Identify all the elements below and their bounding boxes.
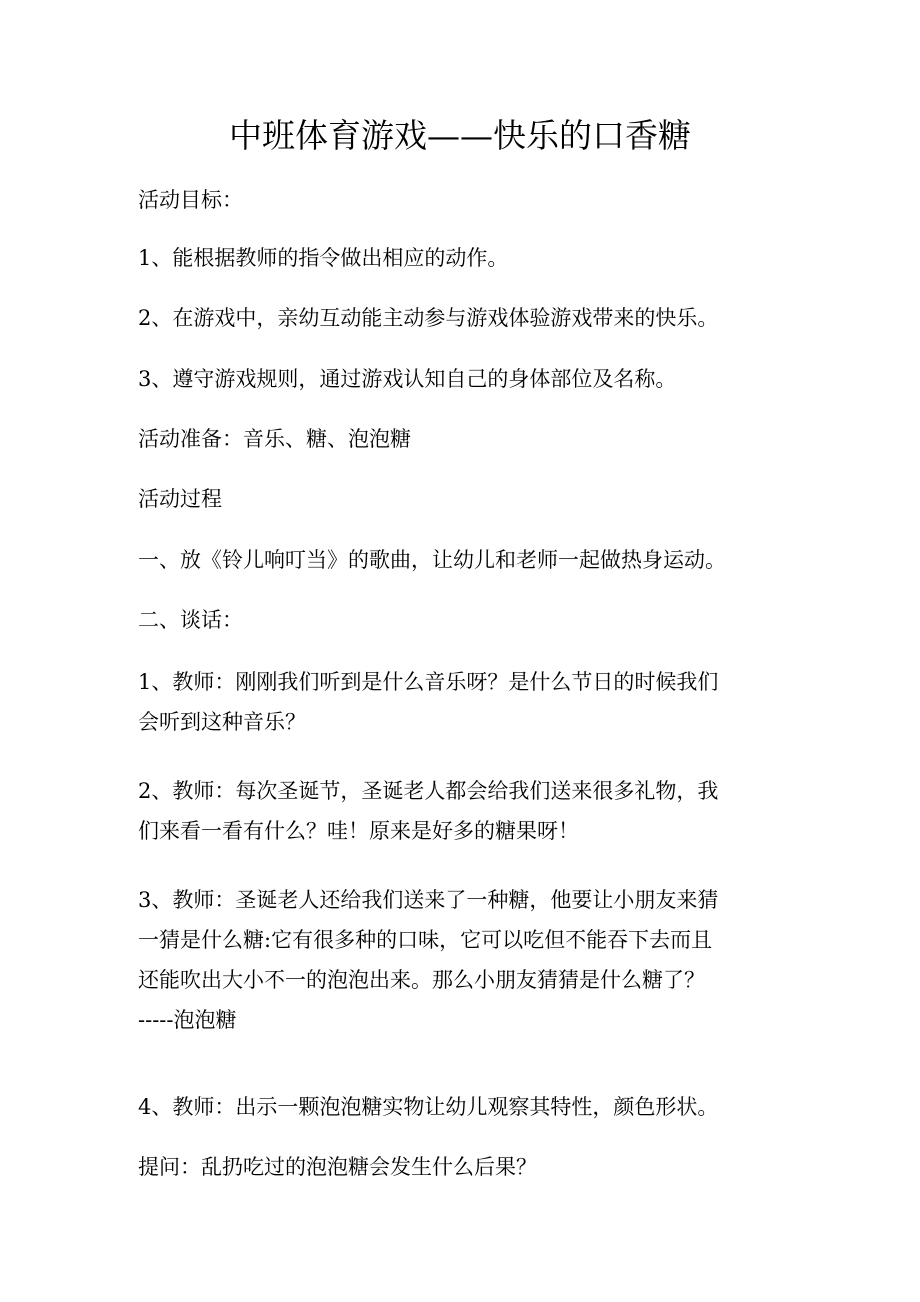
text-line: 4、教师：出示一颗泡泡糖实物让幼儿观察其特性，颜色形状。 bbox=[138, 1095, 719, 1119]
text-line: 二、谈话： bbox=[138, 608, 243, 632]
section-heading-process bbox=[138, 479, 788, 519]
talk-item-4 bbox=[138, 1087, 788, 1127]
text-line: 会听到这种音乐？ bbox=[138, 710, 306, 734]
process-step-2 bbox=[138, 600, 788, 640]
section-heading-goals bbox=[138, 180, 788, 220]
text-line: 3、遵守游戏规则，通过游戏认知自己的身体部位及名称。 bbox=[138, 367, 677, 391]
text-line: 一猜是什么糖:它有很多种的口味，它可以吃但不能吞下去而且 bbox=[138, 928, 713, 952]
text-line: 2、在游戏中，亲幼互动能主动参与游戏体验游戏带来的快乐。 bbox=[138, 306, 719, 330]
goal-item-3 bbox=[138, 359, 788, 399]
text-line: 还能吹出大小不一的泡泡出来。那么小朋友猜猜是什么糖了？ bbox=[138, 968, 705, 992]
goal-item-2 bbox=[138, 298, 788, 338]
text-line: 提问：乱扔吃过的泡泡糖会发生什么后果？ bbox=[138, 1155, 537, 1179]
text-line: 1、教师：刚刚我们听到是什么音乐呀？是什么节日的时候我们 bbox=[138, 670, 719, 694]
section-preparation bbox=[138, 419, 788, 459]
text-line: -----泡泡糖 bbox=[138, 1008, 237, 1032]
text-line: 活动准备：音乐、糖、泡泡糖 bbox=[138, 427, 411, 451]
text-line: 们来看一看有什么？哇！原来是好多的糖果呀！ bbox=[138, 819, 579, 843]
text-line: 2、教师：每次圣诞节，圣诞老人都会给我们送来很多礼物，我 bbox=[138, 779, 719, 803]
text-line: 一、放《铃儿响叮当》的歌曲，让幼儿和老师一起做热身运动。 bbox=[138, 548, 726, 572]
talk-item-2 bbox=[138, 771, 788, 851]
talk-item-3 bbox=[138, 880, 788, 1040]
text-line: 1、能根据教师的指令做出相应的动作。 bbox=[138, 246, 509, 270]
talk-item-1 bbox=[138, 662, 788, 742]
question-item bbox=[138, 1147, 788, 1187]
document-title: 中班体育游戏——快乐的口香糖 bbox=[229, 116, 691, 155]
text-line: 活动过程 bbox=[138, 487, 222, 511]
goal-item-1 bbox=[138, 238, 788, 278]
process-step-1 bbox=[138, 540, 788, 580]
text-line: 3、教师：圣诞老人还给我们送来了一种糖，他要让小朋友来猜 bbox=[138, 888, 719, 912]
text-line: 活动目标： bbox=[138, 188, 243, 212]
